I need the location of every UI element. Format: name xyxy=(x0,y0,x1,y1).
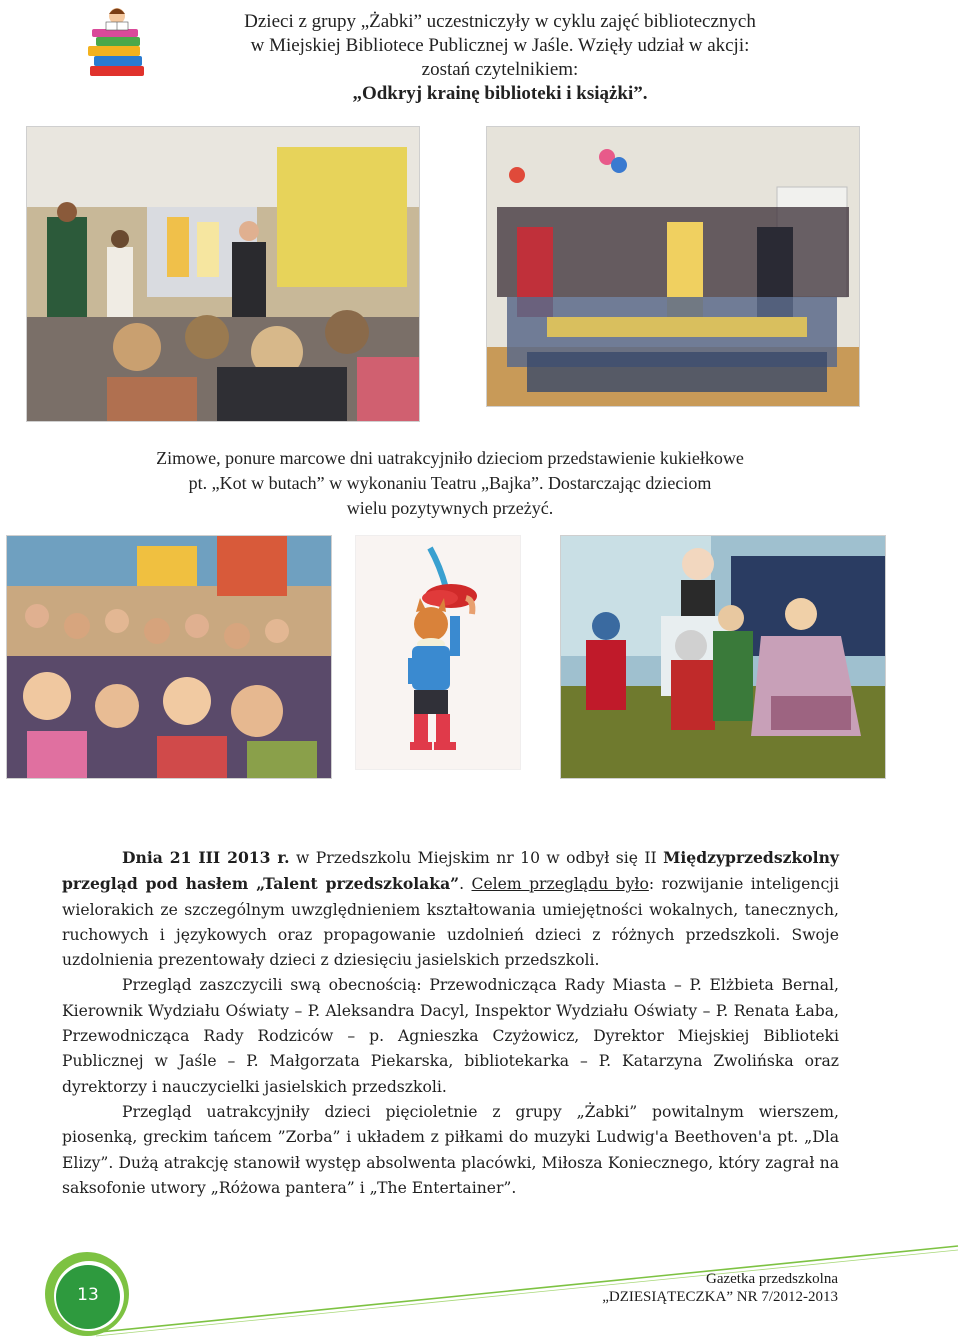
footer-line-2: „DZIESIĄTECZKA” NR 7/2012-2013 xyxy=(602,1289,838,1305)
caption-line-3: wielu pozytywnych przeżyć. xyxy=(346,498,554,518)
photo-puppets xyxy=(560,535,886,779)
caption-line-2: pt. „Kot w butach” w wykonaniu Teatru „Bajka”. Dostarczając dzieciom xyxy=(188,473,712,493)
article-paragraph-2: Przegląd zaszczycili swą obecnością: Przewodnicząca Rady Miasta – P. Elżbieta Bernal, Kierownik Wydziału Oświaty – P. Aleksandra Dacyl, Inspektor Wydziału Oświaty – P. Renata Łaba, Przewodnicząca Rady Rodziców – p. Agnieszka Czyżowicz, Dyrektor Miejskiej Biblioteki Publicznej w Jaśle – P. Małgorzata Piekarska, bibliotekarka – P. Katarzyna Zwolińska oraz dyrektorzy i nauczycielki jasielskich przedszkoli. xyxy=(62,976,839,1096)
books-logo xyxy=(84,4,152,84)
photo-children-audience xyxy=(6,535,332,779)
intro-line-2: w Miejskiej Bibliotece Publicznej w Jaśle. Wzięły udział w akcji: xyxy=(250,35,750,56)
footer-line-1: Gazetka przedszkolna xyxy=(705,1271,838,1287)
intro-text xyxy=(150,10,850,106)
puppet-show-caption xyxy=(70,446,830,521)
caption-line-1: Zimowe, ponure marcowe dni uatrakcyjniło dzieciom przedstawienie kukiełkowe xyxy=(156,448,744,468)
puss-in-boots-illustration xyxy=(355,535,521,770)
page-number: 13 xyxy=(77,1285,99,1305)
intro-line-1: Dzieci z grupy „Żabki” uczestniczyły w cyklu zajęć bibliotecznych xyxy=(244,11,756,32)
newsletter-footer xyxy=(602,1270,838,1306)
intro-line-4: „Odkryj krainę biblioteki i książki”. xyxy=(352,83,648,104)
photo-group xyxy=(486,126,860,407)
photo-library-event xyxy=(26,126,420,422)
page-number-badge xyxy=(44,1250,136,1342)
intro-line-3: zostań czytelnikiem: xyxy=(421,59,579,80)
article-paragraph-3: Przegląd uatrakcyjniły dzieci pięcioletnie z grupy „Żabki” powitalnym wierszem, piosenką, greckim tańcem ”Zorba” i układem z piłkami do muzyki Ludwig'a Beethoven'a pt. „Dla Elizy”. Dużą atrakcję stanowił występ absolwenta placówki, Miłosza Koniecznego, który zagrał na saksofonie utwory „Różowa pantera” i „The Entertainer”. xyxy=(62,1102,839,1197)
goal-label: Celem przeglądu było xyxy=(471,875,649,894)
event-name: Międzyprzedszkolny przegląd pod hasłem „Talent przedszkolaka” xyxy=(62,848,839,894)
event-date: Dnia 21 III 2013 r. xyxy=(122,848,290,867)
article-paragraph-1: Dnia 21 III 2013 r. w Przedszkolu Miejskim nr 10 w odbył się II Międzyprzedszkolny przegląd pod hasłem „Talent przedszkolaka”. Celem przeglądu było: rozwijanie inteligencji wielorakich ze szczególnym uwzględnieniem kształtowania umiejętności wokalnych, tanecznych, ruchowych i językowych oraz propagowanie uzdolnień dzieci z różnych przedszkoli. Swoje uzdolnienia prezentowały dzieci z dziesięciu jasielskich przedszkoli. xyxy=(62,848,840,970)
article-body xyxy=(62,845,839,1201)
